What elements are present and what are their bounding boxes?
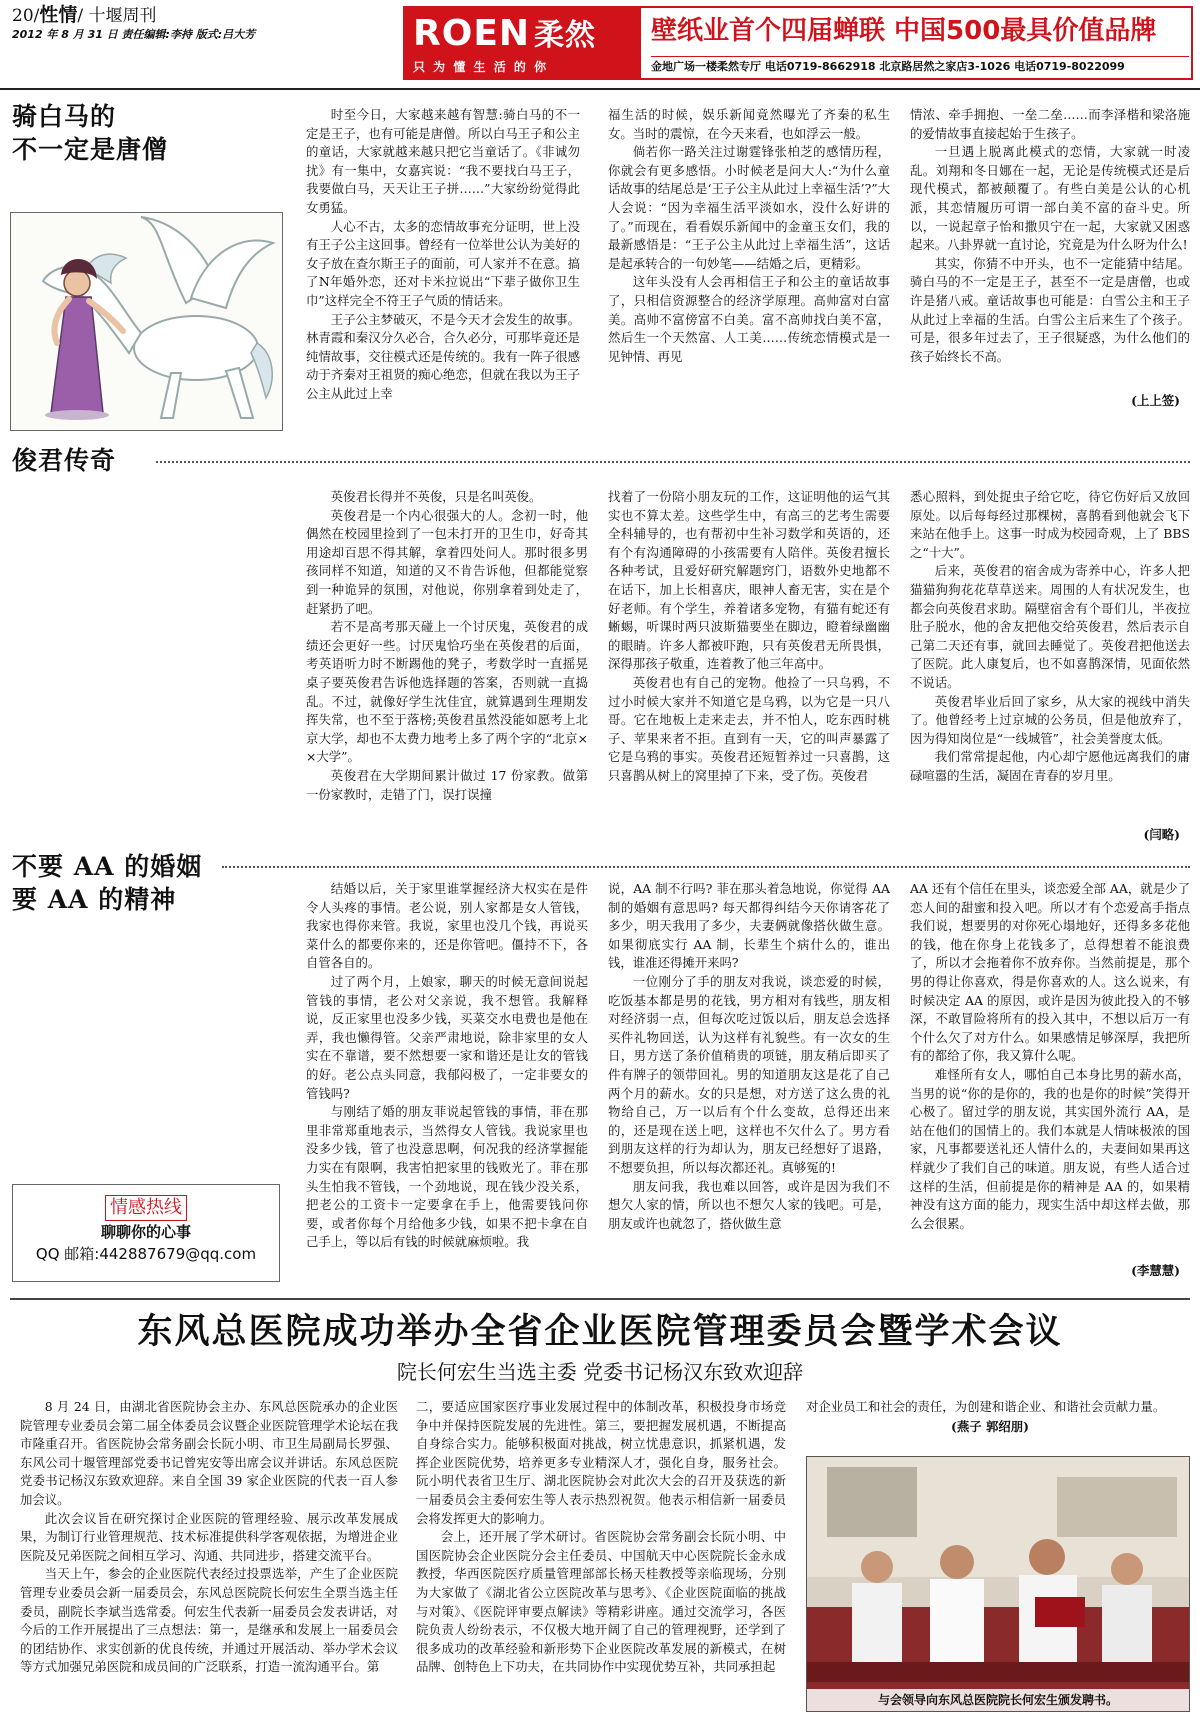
paragraph: 对企业员工和社会的责任，为创建和谐企业、和谐社会贡献力量。 — [806, 1399, 1166, 1414]
paragraph: 说，AA 制不行吗? 菲在那头着急地说，你觉得 AA 制的婚姻有意思吗? 每天都得纠结今天你请客花了多少，明天我用了多少，夫妻俩就像搭伙做生意。如果彻底实行 AA 制，长辈生个病什么的，谁出钱，谁准还得摊开来吗? — [608, 881, 890, 971]
hotline-subtitle: 聊聊你的心事 — [100, 1223, 191, 1241]
paragraph: 悉心照料，到处捉虫子给它吃，待它伤好后又放回原处。以后每每经过那棵树，喜鹊看到他就会飞下来站在他手上。这事一时成为校园奇观，上了 BBS 之“十大”。 — [910, 489, 1190, 560]
paragraph: 我们常常提起他，内心却宁愿他远离我们的庸碌喧嚣的生活，凝固在青春的岁月里。 — [910, 749, 1190, 783]
hotline-email[interactable]: QQ 邮箱:442887679@qq.com — [35, 1245, 257, 1263]
ceremony-photo-drawing — [807, 1457, 1190, 1712]
paragraph: 若不是高考那天碰上一个讨厌鬼，英俊君的成绩还会更好一些。讨厌鬼恰巧坐在英俊君的后面，考英语听力时不断踢他的凳子，考数学时一直摇晃桌子要英俊君告诉他选择题的答案，否则就一直捣乱。不过，就像好学生沈佳宜，就算遇到生理期发挥失常，也不至于落榜;英俊君虽然没能如愿考上北京大学，却也不太费力地考上多了两个字的“北京××大学”。 — [306, 619, 588, 765]
paragraph: 英俊君是一个内心很强大的人。念初一时，他偶然在校园里捡到了一包未打开的卫生巾，好奇其用途却百思不得其解，拿着四处问人。那时很多男孩同样不知道，知道的又不肯告诉他，但都能觉察到一种诡异的氛围，对他说，你别拿着到处走了，赶紧扔了吧。 — [306, 507, 588, 616]
paragraph: 二，要适应国家医疗事业发展过程中的体制改革，积极投身市场竞争中并保持医院发展的先进性。第三，要把握发展机遇，不断提高自身综合实力。能够积极面对挑战，树立忧患意识，抓紧机遇，发挥企业医院优势，培养更多专业精深人才，强化自身，服务社会。阮小明代表省卫生厅、湖北医院协会对此次大会的召开及获选的新一届委员会主委何宏生等人表示热烈祝贺。他表示相信新一届委员会将发挥更大的影响力。 — [416, 1399, 786, 1526]
article2-dotted-rule — [156, 461, 1190, 463]
article3-title-line2: 要 AA 的精神 — [12, 885, 177, 914]
article1-title-line1: 骑白马的 — [12, 102, 117, 131]
illustration-pegasus — [10, 212, 283, 431]
article2-signature: (闫略) — [910, 826, 1180, 845]
paragraph: 后来，英俊君的宿舍成为寄养中心，许多人把猫猫狗狗花花草草送来。周围的人有状况发生，也都会向英俊君求助。隔壁宿舍有个哥们儿，半夜拉肚子脱水，他的舍友把他交给英俊君，然后表示自己第二天还有事，就回去睡觉了。英俊君把他送去了医院。此人康复后，也不如喜鹊深情，见面依然不说话。 — [910, 563, 1190, 690]
section-name: 性情 — [39, 4, 78, 26]
paragraph: 英俊君毕业后回了家乡，从大家的视线中消失了。他曾经考上过京城的公务员，但是他放弃了，因为得知岗位是“一线城管”，社会美誉度太低。 — [910, 693, 1190, 746]
article3-col2 — [608, 880, 890, 1284]
article3-title-line1: 不要 AA 的婚姻 — [12, 852, 203, 881]
pegasus-hercules-drawing — [11, 213, 282, 430]
paragraph: 一旦遇上脱离此模式的恋情，大家就一时凌乱。刘翔和冬日娜在一起，无论是传统模式还是后现代模式，都被颠覆了。有些白美是公认的心机派，其恋情履历可谓一部白美不富的奋斗史。所以，一说起章子怡和撒贝宁在一起，大家就又困惑起来。八卦界就一直讨论，究竟是为什么呀为什么! — [910, 144, 1190, 253]
paper-name: / 十堰周刊 — [77, 6, 157, 26]
paragraph: AA 还有个信任在里头，谈恋爱全部 AA，就是少了恋人间的甜蜜和投入吧。所以才有个恋爱高手指点我们说，想要男的对你死心塌地好，还得多多花他的钱，他在你身上花钱多了，总得想着不能浪费了，所以才会拖着你不放弃你。当然前提是，那个男的得让你喜欢，得是你喜欢的人。这么说来，有时候决定 AA 的原因，或许是因为彼此投入的不够深，不敢冒险将所有的投入其中，不想以后万一有个什么欠了对方什么。如果感情足够深厚，我把所有的都给了你，我又算什么呢。 — [910, 881, 1190, 1064]
article3-signature: (李慧慧) — [910, 1262, 1180, 1281]
ad-contact: 金地广场一楼柔然专厅 电话0719-8662918 北京路居然之家店3-1026 电话0719-8022099 — [651, 56, 1189, 75]
brand-slogan: 只 为 懂 生 活 的 你 — [413, 60, 549, 74]
article2-col1 — [306, 488, 588, 844]
paragraph: 人心不古，太多的恋情故事充分证明，世上没有王子公主这回事。曾经有一位举世公认为美好的女子放在查尔斯王子的面前，可人家并不在意。搞了N年婚外恋，还对卡米拉说出“下辈子做你卫生巾”这样完全不符王子气质的情话来。 — [306, 218, 580, 308]
paragraph: 倘若你一路关注过谢霆锋张柏芝的感情历程，你就会有更多感悟。小时候老是问大人:“为什么童话故事的结尾总是‘王子公主从此过上幸福生活’?”大人会说：“因为幸福生活平淡如水，没什么好讲的了。”而现在，看看娱乐新闻中的金童玉女们，我的最新感悟是：“王子公主从此过上幸福生活”，这话是起承转合的一句妙笔——结婚之后，更精彩。 — [608, 144, 890, 271]
article1-signature: (上上签) — [910, 392, 1180, 411]
paragraph: 一位刚分了手的朋友对我说，谈恋爱的时候，吃饭基本都是男的花钱，男方相对有钱些，朋友相对经济弱一点，但每次吃过饭以后，朋友总会选择买件礼物回送，认为这样有礼貌些。有一次女的生日，男方送了条价值稍贵的项链，朋友稍后即买了件有牌子的领带回礼。男的知道朋友这是花了自己两个月的薪水。女的只是想，对方送了这么贵的礼物给自己，万一以后有个什么变故，总得还出来的，还是现在送上吧，这样也不欠什么了。男方看到朋友这样的行为却认为，朋友已经想好了退路，不想要负担，所以每次都还礼。真够冤的! — [608, 973, 890, 1175]
article2-title: 俊君传奇 — [12, 446, 117, 475]
article1-col3 — [910, 106, 1190, 428]
paragraph: 朋友问我，我也难以回答，或许是因为我们不想欠人家的情，所以也不想欠人家的钱吧。可是，朋友或许也就忽了，搭伙做生意 — [608, 1178, 890, 1231]
article3-dotted-rule — [222, 866, 1190, 868]
ad-headline: 壁纸业首个四届蝉联 中国500最具价值品牌 — [651, 16, 1157, 46]
paragraph: 情浓、牵手拥抱、一垒二垒……而李泽楷和梁洛施的爱情故事直接起始于生孩子。 — [910, 107, 1190, 141]
paragraph: 8 月 24 日，由湖北省医院协会主办、东风总医院承办的企业医院管理专业委员会第二届全体委员会议暨企业医院管理学术论坛在我市隆重召开。省医院协会常务副会长阮小明、市卫生局副局长罗强、东风公司十堰管理部党委书记曾宪安等出席会议并讲话。东风总医院党委书记杨汉东致欢迎辞。来自全国 39 家企业医院的代表一百人参加会议。 — [20, 1399, 398, 1507]
article4-subheadline: 院长何宏生当选主委 党委书记杨汉东致欢迎辞 — [396, 1360, 804, 1384]
paragraph: 难怪所有女人，哪怕自己本身比男的薪水高，当男的说“你的是你的，我的也是你的时候”笑得开心极了。留过学的朋友说，其实国外流行 AA，是站在他们的国情上的。我们本就是人情味极浓的国家，凡事都要送礼还人情什么的，夫妻间如果再这样就少了我们自己的味道。朋友说，有些人适合过这样的生活，但前提是你的精神是 AA 的，如果精神没有这方面的能力，现实生活中却这样去做，那么会很累。 — [910, 1066, 1190, 1231]
paragraph: 此次会议旨在研究探讨企业医院的管理经验、展示改革发展成果，为制订行业管理规范、技术标准提供科学客观依据，为增进企业医院及兄弟医院之间相互学习、沟通、共同进步，搭建交流平台。 — [20, 1510, 398, 1563]
paragraph: 英俊君长得并不英俊，只是名叫英俊。 — [330, 489, 542, 504]
page-number: 20/ — [12, 6, 40, 26]
paragraph: 结婚以后，关于家里谁掌握经济大权实在是件令人头疼的事情。老公说，别人家都是女人管钱，我家也得你来管。我说，家里也没几个钱，再说买菜什么的都要你来的，还是你管吧。僵持不下，各自管各自的。 — [306, 881, 588, 971]
article3-col1 — [306, 880, 588, 1284]
hotline-title: 情感热线 — [105, 1195, 187, 1221]
article1-title-line2: 不一定是唐僧 — [12, 135, 169, 164]
paragraph: 会上，还开展了学术研讨。省医院协会常务副会长阮小明、中国医院协会企业医院分会主任委员、中国航天中心医院院长金永成教授，华西医院医疗质量管理部部长杨天桂教授等亲临现场，分别为大家做了《湖北省公立医院改革与思考》、《企业医院面临的挑战与对策》、《医院评审要点解读》等精彩讲座。通过交流学习，各医院负责人纷纷表示，不仅极大地开阔了自己的管理视野，还学到了很多成功的改革经验和新形势下企业医院改革发展的新模式，在树品牌、创特色上下功夫，在共同协作中实现优势互补，共同承担起 — [416, 1529, 786, 1675]
masthead-divider — [0, 88, 1200, 90]
hotline-box[interactable] — [12, 1184, 280, 1282]
article2-col2 — [608, 488, 890, 844]
masthead-meta: 2012 年 8 月 31 日 责任编辑:李持 版式:吕大芳 — [12, 28, 256, 41]
masthead — [12, 4, 392, 50]
paragraph: 王子公主梦破灭，不是今天才会发生的故事。林青霞和秦汉分久必合，合久必分，可那毕竟还是纯情故事，交往模式还是传统的。我有一阵子很感动于齐秦对王祖贤的痴心绝恋，但就在我以为王子公主从此过上幸 — [306, 311, 580, 401]
paragraph: 其实，你猜不中开头，也不一定能猜中结尾。骑白马的不一定是王子，甚至不一定是唐僧，也或许是猪八戒。童话故事也可能是：白雪公主和王子从此过上幸福的生活。白雪公主后来生了个孩子。可是，很多年过去了，王子很疑惑，为什么他们的孩子始终长不高。 — [910, 255, 1190, 364]
paragraph: 英俊君也有自己的宠物。他捡了一只乌鸦，不过小时候大家并不知道它是乌鸦，以为它是一只八哥。它在地板上走来走去，并不怕人，吃东西时桃子、苹果来者不拒。直到有一天，它的叫声暴露了它是乌鸦的事实。英俊君还短暂养过一只喜鹊，这只喜鹊从树上的窝里掉了下来，受了伤。英俊君 — [608, 674, 890, 783]
photo-caption: 与会领导向东风总医院院长何宏生颁发聘书。 — [807, 1689, 1189, 1711]
paragraph: 找着了一份陪小朋友玩的工作，这证明他的运气其实也不算太差。这些学生中，有高三的艺考生需要全科辅导的，也有帮初中生补习数学和英语的，还有个有沟通障碍的小孩需要有人陪伴。英俊君擅长各种考试，且爱好研究解题窍门，语数外史地都不在话下，加上长相喜庆，眼神人畜无害，实在是个好老师。有个学生，养着诸多宠物，有猫有蛇还有蜥蜴，听课时两只波斯猫要坐在脚边，瞪着绿幽幽的眼睛。许多人都被吓跑，只有英俊君无所畏惧，深得那孩子敬重，连着教了他三年高中。 — [608, 489, 890, 672]
paragraph: 当天上午，参会的企业医院代表经过投票选举，产生了企业医院管理专业委员会新一届委员会，东风总医院院长何宏生全票当选主任委员，副院长李斌当选常委。何宏生代表新一届委员会发表讲话，对今后的工作开展提出了三点想法：第一，是继承和发展上一届委员会的团结协作、求实创新的优良传统，并通过开展活动、举办学术会议等方式加强兄弟医院和成员间的广泛联系，打造一流沟通平台。第 — [20, 1566, 398, 1675]
article4-col1 — [20, 1398, 398, 1728]
article3-col3 — [910, 880, 1190, 1284]
article1-col1 — [306, 106, 580, 428]
brand-block — [405, 8, 641, 78]
brand-cn: 柔然 — [534, 18, 597, 53]
article2-col3 — [910, 488, 1190, 844]
paragraph: 英俊君在大学期间累计做过 17 份家教。做第一份家教时，走错了门，误打误撞 — [306, 767, 588, 802]
ad-banner[interactable] — [403, 6, 1193, 80]
news-photo — [806, 1456, 1190, 1712]
paragraph: 这年头没有人会再相信王子和公主的童话故事了，只相信资源整合的经济学原理。高帅富对白富美。高帅不富傍富不白美。富不高帅找白美不富，然后生一个天然富、人工美……传统恋情模式是一见钟情、再见 — [608, 274, 890, 364]
article4-col2 — [416, 1398, 786, 1728]
article4-signature: (燕子 郭绍朋) — [951, 1419, 1029, 1434]
paragraph: 与刚结了婚的朋友菲说起管钱的事情，菲在那里非常郑重地表示，当然得女人管钱。我说家里也没多少钱，管了也没意思啊，何况我的经济掌握能力实在有限啊，我害怕把家里的钱败光了。菲在那头生怕我不管钱，一个劲地说，现在钱少没关系，把老公的工资卡一定要拿在手上，他需要钱问你要，或者你每个月给他多少钱，如果不把卡拿在自己手上，等以后有钱的时候就麻烦啦。我 — [306, 1104, 588, 1250]
brand-latin: ROEN — [413, 13, 531, 54]
article1-col2 — [608, 106, 890, 428]
article1-title — [12, 100, 168, 166]
news-section-divider — [10, 1298, 1190, 1300]
paragraph: 时至今日，大家越来越有智慧:骑白马的不一定是王子，也有可能是唐僧。所以白马王子和公主的童话，大家就越来越只把它当童话了。《非诚勿扰》有一集中，女嘉宾说：“我不要找白马王子，我要做白马，天天让王子拼……”大家纷纷觉得此女勇猛。 — [306, 107, 580, 215]
paragraph: 过了两个月，上娘家，聊天的时候无意间说起管钱的事情，老公对父亲说，我不想管。我解释说，反正家里也没多少钱，买菜交水电费也是他在弄，我也懒得管。父亲严肃地说，除非家里的女人实在不靠谱，要不然想要一家和谐还是让女的管钱的好。老公点头同意，我郁闷极了，一定非要女的管钱吗? — [306, 973, 588, 1101]
article4-headline: 东风总医院成功举办全省企业医院管理委员会暨学术会议 — [137, 1311, 1063, 1352]
paragraph: 福生活的时候，娱乐新闻竟然曝光了齐秦的私生女。当时的震惊，在今天来看，也如浮云一般。 — [608, 107, 890, 141]
article3-title — [12, 850, 202, 916]
